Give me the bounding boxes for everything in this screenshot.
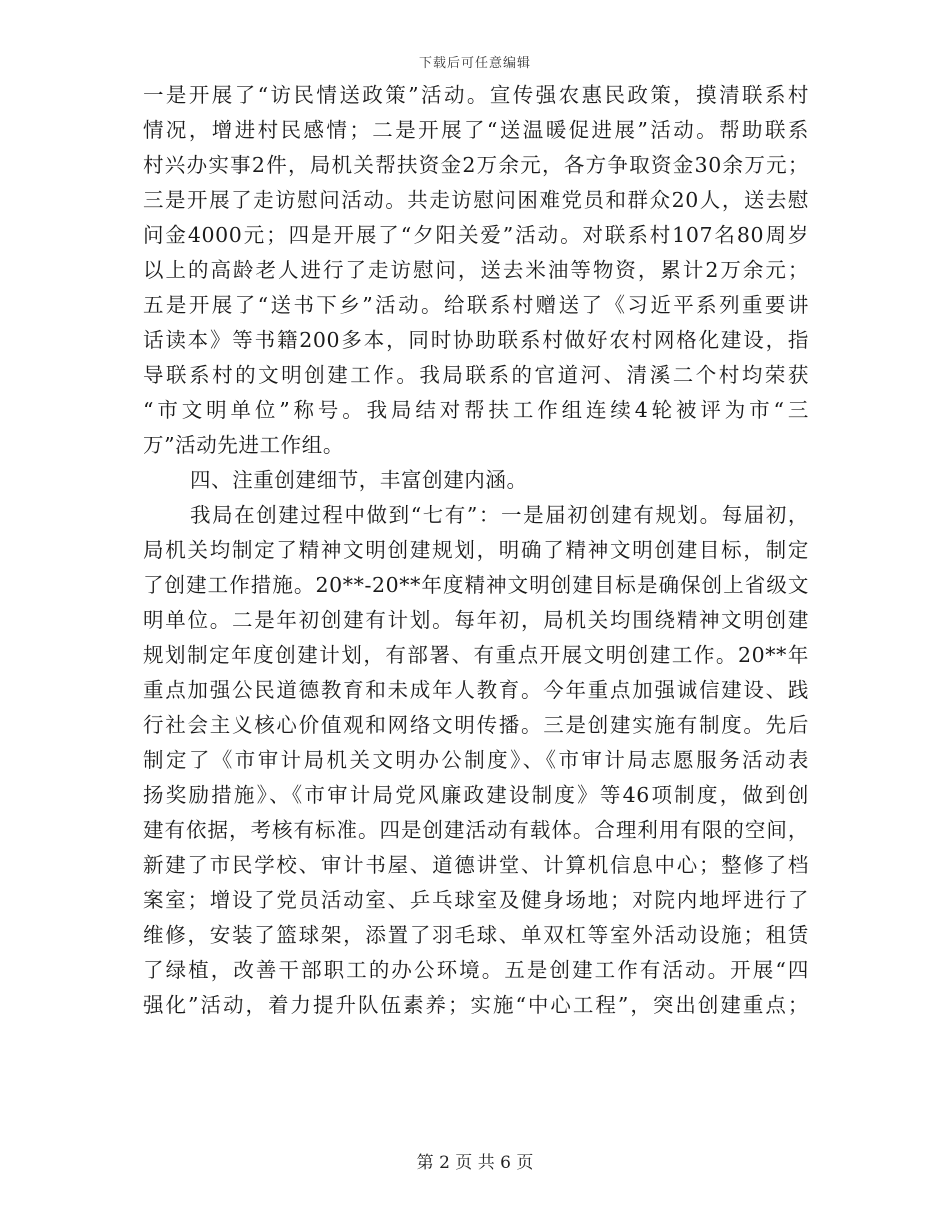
body-line: 明单位。二是年初创建有计划。每年初，局机关均围绕精神文明创建	[143, 608, 809, 632]
page-number: 第 2 页 共 6 页	[416, 1153, 534, 1173]
body-line: 了创建工作措施。20**-20**年度精神文明创建目标是确保创上省级文	[143, 573, 809, 597]
body-line: 局机关均制定了精神文明创建规划，明确了精神文明创建目标，制定	[143, 538, 809, 562]
body-line: 一是开展了“访民情送政策”活动。宣传强农惠民政策，摸清联系村	[143, 83, 809, 107]
body-line: 村兴办实事2件，局机关帮扶资金2万余元，各方争取资金30余万元；	[143, 153, 809, 177]
body-line: “市文明单位”称号。我局结对帮扶工作组连续4轮被评为市“三	[143, 398, 809, 422]
body-line: 强化”活动，着力提升队伍素养；实施“中心工程”，突出创建重点；	[143, 993, 809, 1017]
body-line: 情况，增进村民感情；二是开展了“送温暖促进展”活动。帮助联系	[143, 118, 809, 142]
body-line: 导联系村的文明创建工作。我局联系的官道河、清溪二个村均荣获	[143, 363, 809, 387]
section-heading: 四、注重创建细节，丰富创建内涵。	[190, 468, 528, 492]
body-line: 规划制定年度创建计划，有部署、有重点开展文明创建工作。20**年	[143, 643, 809, 667]
body-line: 行社会主义核心价值观和网络文明传播。三是创建实施有制度。先后	[143, 713, 809, 737]
body-line: 案室；增设了党员活动室、乒乓球室及健身场地；对院内地坪进行了	[143, 888, 809, 912]
body-line-paragraph-end: 万”活动先进工作组。	[143, 433, 344, 457]
body-line: 维修，安装了篮球架，添置了羽毛球、单双杠等室外活动设施；租赁	[143, 923, 809, 947]
body-line: 三是开展了走访慰问活动。共走访慰问困难党员和群众20人，送去慰	[143, 188, 809, 212]
document-body	[143, 78, 809, 1023]
body-line: 问金4000元；四是开展了“夕阳关爱”活动。对联系村107名80周岁	[143, 223, 809, 247]
body-line: 扬奖励措施》、《市审计局党风廉政建设制度》等46项制度，做到创	[143, 783, 809, 807]
body-line: 新建了市民学校、审计书屋、道德讲堂、计算机信息中心；整修了档	[143, 853, 809, 877]
body-line: 制定了《市审计局机关文明办公制度》、《市审计局志愿服务活动表	[143, 748, 809, 772]
body-line-paragraph-start: 我局在创建过程中做到“七有”：一是届初创建有规划。每届初，	[190, 503, 809, 527]
body-line: 以上的高龄老人进行了走访慰问，送去米油等物资，累计2万余元；	[143, 258, 809, 282]
header-note: 下载后可任意编辑	[418, 56, 531, 71]
body-line: 建有依据，考核有标准。四是创建活动有载体。合理利用有限的空间，	[143, 818, 809, 842]
body-line: 话读本》等书籍200多本，同时协助联系村做好农村网格化建设，指	[143, 328, 809, 352]
body-line: 了绿植，改善干部职工的办公环境。五是创建工作有活动。开展“四	[143, 958, 809, 982]
body-line: 五是开展了“送书下乡”活动。给联系村赠送了《习近平系列重要讲	[143, 293, 809, 317]
body-line: 重点加强公民道德教育和未成年人教育。今年重点加强诚信建设、践	[143, 678, 809, 702]
